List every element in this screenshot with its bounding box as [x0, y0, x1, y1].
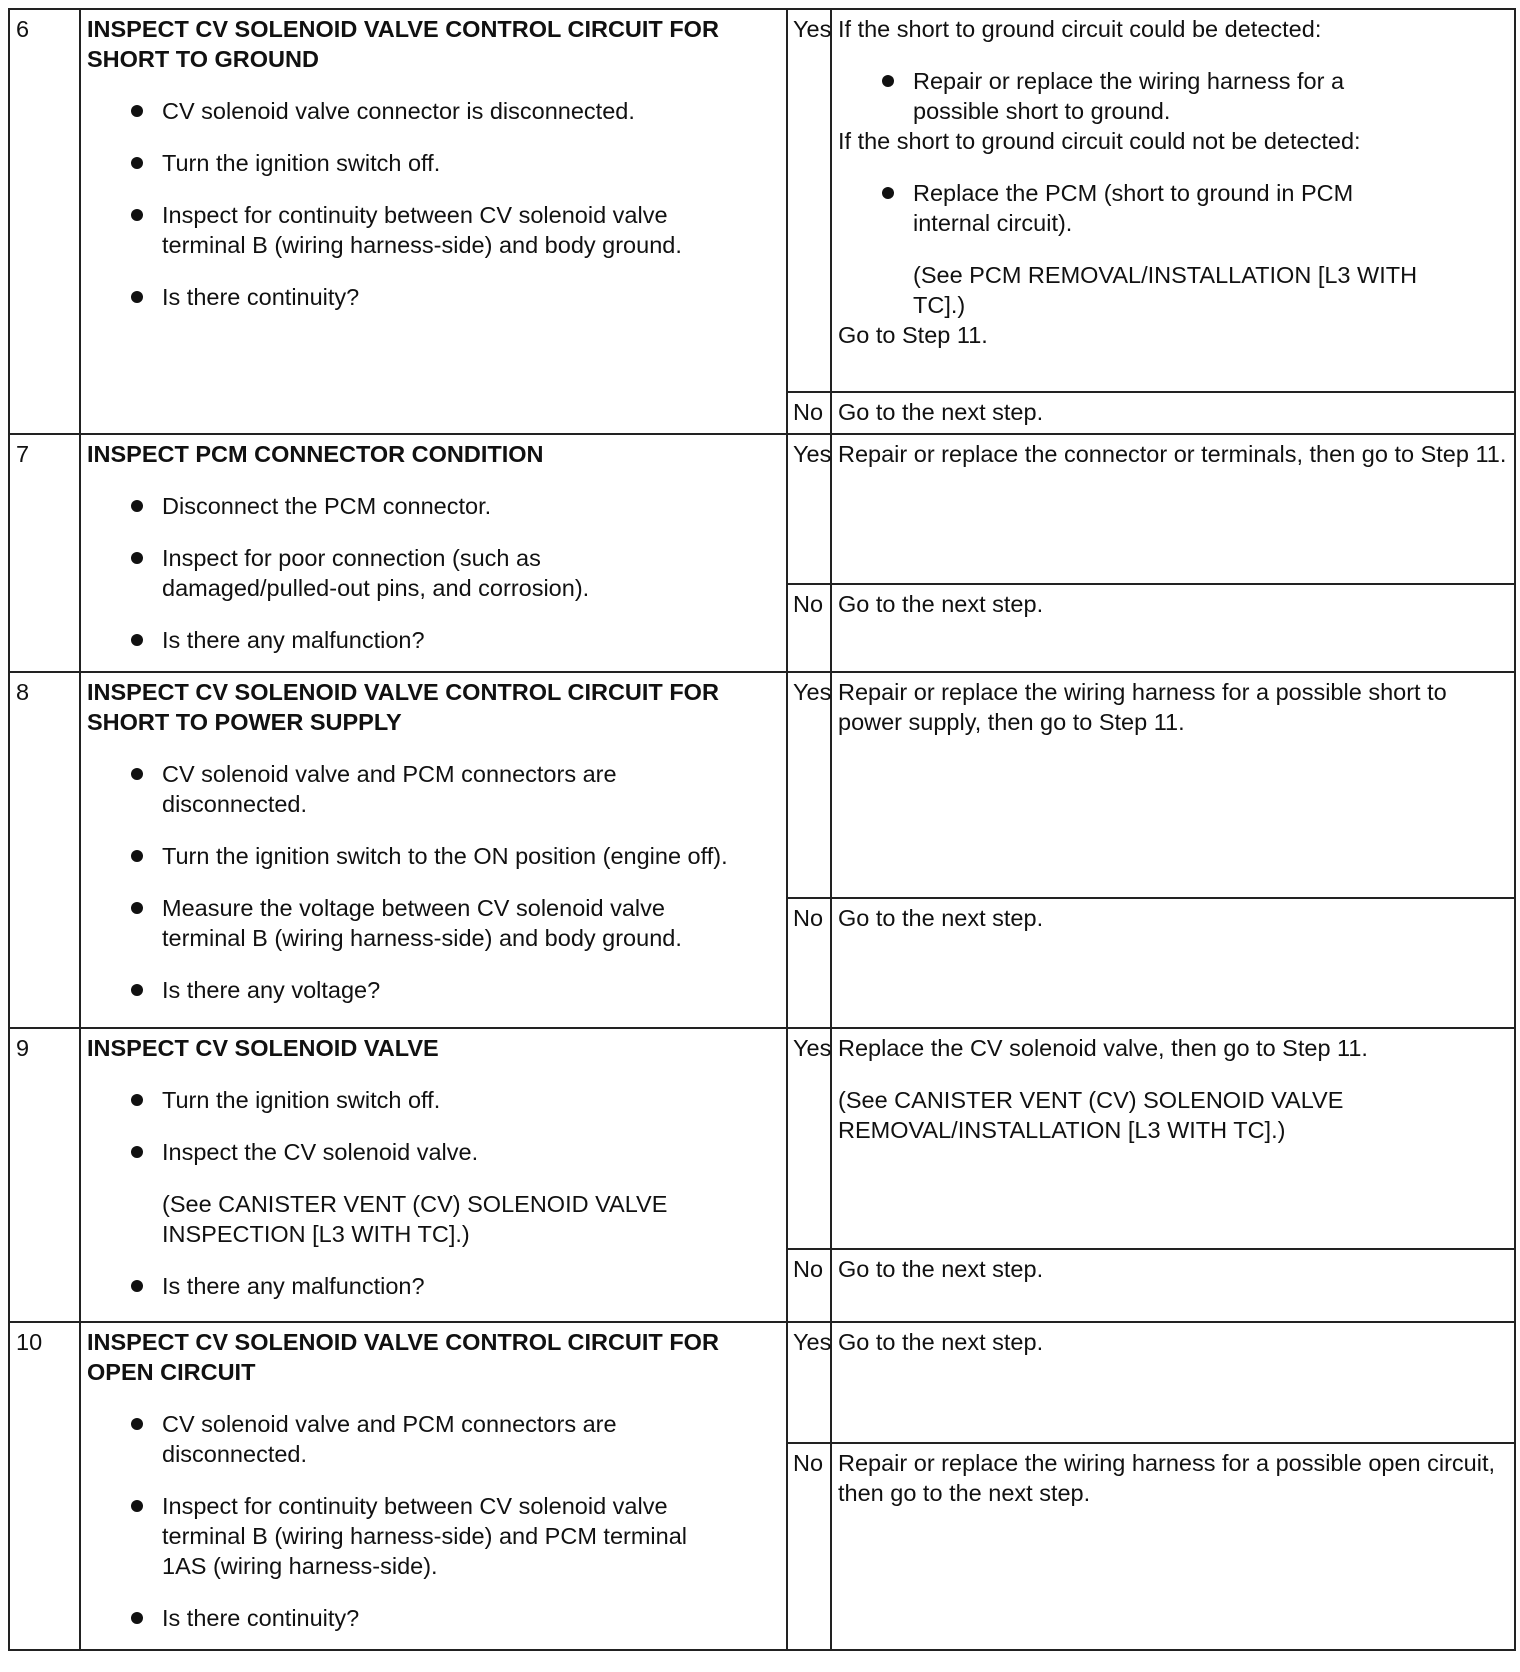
yes-result: Repair or replace the wiring harness for a possible short to power supply, then go to Step 11.	[831, 672, 1515, 898]
list-item: Turn the ignition switch off.	[87, 1085, 780, 1115]
yes-label: Yes	[787, 1028, 831, 1249]
bullet-icon	[131, 1418, 143, 1430]
yes-result: Repair or replace the connector or terminals, then go to Step 11.	[831, 434, 1515, 584]
list-item: Replace the PCM (short to ground in PCM internal circuit). (See PCM REMOVAL/INSTALLATION [L3 WITH TC].)	[838, 178, 1508, 320]
yes-result: Go to the next step.	[831, 1322, 1515, 1443]
action-list	[87, 1409, 780, 1633]
table-row-step-8	[9, 672, 1515, 898]
step-action-cell	[80, 434, 787, 672]
no-label: No	[787, 392, 831, 434]
bullet-icon	[882, 187, 894, 199]
bullet-icon	[131, 768, 143, 780]
step-title: INSPECT CV SOLENOID VALVE CONTROL CIRCUIT FOR SHORT TO POWER SUPPLY	[87, 679, 719, 735]
step-number: 10	[9, 1322, 80, 1650]
list-item: Disconnect the PCM connector.	[87, 491, 780, 521]
reference-note: (See PCM REMOVAL/INSTALLATION [L3 WITH TC].)	[913, 262, 1418, 318]
yes-label: Yes	[787, 434, 831, 584]
bullet-icon	[131, 902, 143, 914]
bullet-icon	[131, 1280, 143, 1292]
reference-note: (See CANISTER VENT (CV) SOLENOID VALVE REMOVAL/INSTALLATION [L3 WITH TC].)	[838, 1087, 1344, 1143]
step-number: 7	[9, 434, 80, 672]
step-title: INSPECT PCM CONNECTOR CONDITION	[87, 441, 544, 467]
no-result: Go to the next step.	[831, 392, 1515, 434]
step-action-cell	[80, 9, 787, 434]
bullet-icon	[131, 500, 143, 512]
no-result: Go to the next step.	[831, 584, 1515, 672]
no-label: No	[787, 584, 831, 672]
step-number: 9	[9, 1028, 80, 1322]
no-result: Go to the next step.	[831, 1249, 1515, 1322]
result-text: If the short to ground circuit could be detected:	[838, 16, 1322, 42]
bullet-icon	[131, 1146, 143, 1158]
list-item: Turn the ignition switch off.	[87, 148, 780, 178]
result-list	[838, 66, 1508, 126]
bullet-icon	[131, 1094, 143, 1106]
list-item: Repair or replace the wiring harness for a possible short to ground.	[838, 66, 1508, 126]
step-title: INSPECT CV SOLENOID VALVE CONTROL CIRCUIT FOR OPEN CIRCUIT	[87, 1329, 719, 1385]
step-action-cell	[80, 672, 787, 1028]
yes-label: Yes	[787, 9, 831, 392]
table-row-step-10	[9, 1322, 1515, 1443]
step-title: INSPECT CV SOLENOID VALVE	[87, 1035, 439, 1061]
list-item: CV solenoid valve connector is disconnected.	[87, 96, 780, 126]
reference-note: (See CANISTER VENT (CV) SOLENOID VALVE INSPECTION [L3 WITH TC].)	[162, 1191, 668, 1247]
no-result: Go to the next step.	[831, 898, 1515, 1028]
action-list	[87, 491, 780, 655]
list-item: Is there any voltage?	[87, 975, 780, 1005]
result-text: Replace the CV solenoid valve, then go to Step 11.	[838, 1035, 1368, 1061]
list-item: Measure the voltage between CV solenoid valve terminal B (wiring harness-side) and body ground.	[87, 893, 780, 953]
yes-result	[831, 1028, 1515, 1249]
no-label: No	[787, 1443, 831, 1650]
action-list	[87, 96, 780, 312]
goto-text: Go to Step 11.	[838, 322, 988, 348]
bullet-icon	[131, 552, 143, 564]
list-item: Is there any malfunction?	[87, 625, 780, 655]
step-action-cell	[80, 1322, 787, 1650]
bullet-icon	[131, 209, 143, 221]
step-title: INSPECT CV SOLENOID VALVE CONTROL CIRCUIT FOR SHORT TO GROUND	[87, 16, 719, 72]
result-text: If the short to ground circuit could not be detected:	[838, 128, 1361, 154]
no-label: No	[787, 898, 831, 1028]
action-list	[87, 759, 780, 1005]
bullet-icon	[131, 1612, 143, 1624]
bullet-icon	[131, 984, 143, 996]
bullet-icon	[131, 291, 143, 303]
bullet-icon	[131, 157, 143, 169]
list-item: Is there continuity?	[87, 1603, 780, 1633]
list-item: Inspect for continuity between CV solenoid valve terminal B (wiring harness-side) and PCM terminal 1AS (wiring harness-side).	[87, 1491, 780, 1581]
diagnostic-procedure-table	[8, 8, 1516, 1651]
bullet-icon	[882, 75, 894, 87]
list-item: Inspect the CV solenoid valve. (See CANISTER VENT (CV) SOLENOID VALVE INSPECTION [L3 WITH TC].)	[87, 1137, 780, 1249]
bullet-icon	[131, 850, 143, 862]
bullet-icon	[131, 634, 143, 646]
list-item: Inspect for continuity between CV solenoid valve terminal B (wiring harness-side) and body ground.	[87, 200, 780, 260]
list-item: Is there continuity?	[87, 282, 780, 312]
table-row-step-9	[9, 1028, 1515, 1249]
list-item: Is there any malfunction?	[87, 1271, 780, 1301]
list-item: Inspect for poor connection (such as damaged/pulled-out pins, and corrosion).	[87, 543, 780, 603]
step-number: 8	[9, 672, 80, 1028]
step-action-cell	[80, 1028, 787, 1322]
list-item: CV solenoid valve and PCM connectors are disconnected.	[87, 1409, 780, 1469]
yes-label: Yes	[787, 672, 831, 898]
action-list	[87, 1085, 780, 1301]
no-label: No	[787, 1249, 831, 1322]
table-row-step-7	[9, 434, 1515, 584]
list-item: Turn the ignition switch to the ON position (engine off).	[87, 841, 780, 871]
table-row-step-6	[9, 9, 1515, 392]
no-result: Repair or replace the wiring harness for a possible open circuit, then go to the next step.	[831, 1443, 1515, 1650]
list-item: CV solenoid valve and PCM connectors are disconnected.	[87, 759, 780, 819]
yes-label: Yes	[787, 1322, 831, 1443]
result-list	[838, 178, 1508, 320]
bullet-icon	[131, 1500, 143, 1512]
step-number: 6	[9, 9, 80, 434]
yes-result	[831, 9, 1515, 392]
bullet-icon	[131, 105, 143, 117]
